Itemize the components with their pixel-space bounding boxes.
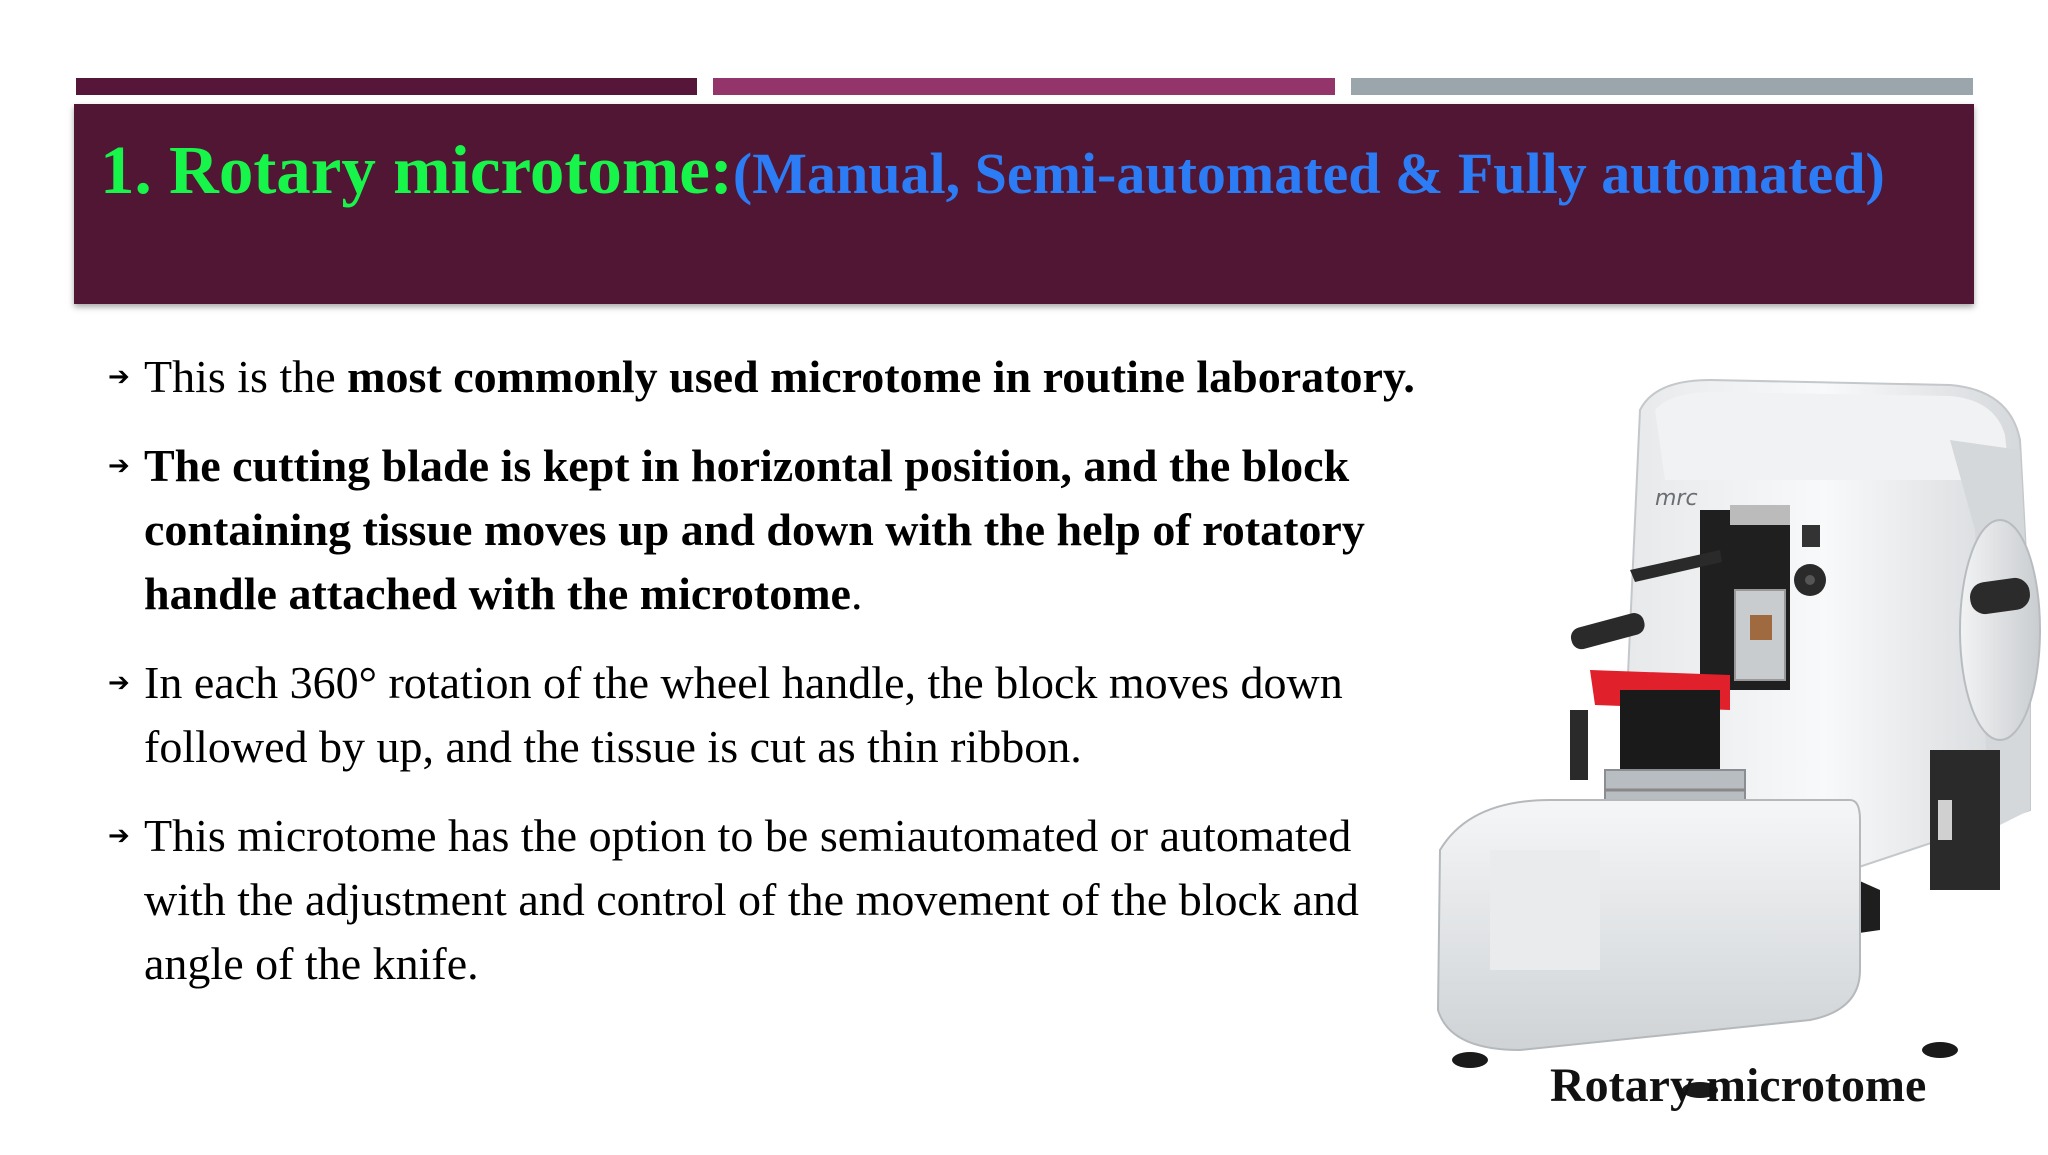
- arrow-bullet-icon: ➔: [108, 451, 130, 481]
- bullet-item: [108, 651, 1428, 779]
- bullet-list: [108, 345, 1428, 996]
- microtome-photo: [1430, 330, 2048, 1150]
- accent-bar-1: [76, 78, 697, 95]
- slide-title: [100, 130, 1948, 229]
- title-main: 1. Rotary microtome:: [100, 132, 733, 208]
- bullet-item: [108, 345, 1428, 409]
- bullet-text-bold: The cutting blade is kept in horizontal position, and the block containing tissue moves up and down with the help of rotatory handle attached with the microtome: [144, 440, 1365, 619]
- arrow-bullet-icon: ➔: [108, 362, 130, 392]
- bullet-text: .: [850, 568, 863, 619]
- arrow-bullet-icon: ➔: [108, 821, 130, 851]
- bullet-text: This microtome has the option to be semiautomated or automated with the adjustment and control of the movement of the block and angle of the knife.: [144, 810, 1359, 989]
- brand-label: mrc: [1655, 486, 1698, 511]
- arrow-bullet-icon: ➔: [108, 668, 130, 698]
- accent-bar-2: [713, 78, 1335, 95]
- bullet-text: In each 360° rotation of the wheel handle, the block moves down followed by up, and the tissue is cut as thin ribbon.: [144, 657, 1343, 772]
- slide-title-box: [74, 104, 1974, 304]
- bullet-text-bold: most commonly used microtome in routine laboratory.: [347, 351, 1415, 402]
- bullet-text: This is the: [144, 351, 348, 402]
- bullet-item: [108, 804, 1428, 996]
- bullet-item: [108, 434, 1428, 626]
- title-subtitle: (Manual, Semi-automated & Fully automated): [732, 141, 1885, 206]
- figure-caption: Rotary microtome: [1550, 1059, 1927, 1112]
- accent-bar-3: [1351, 78, 1973, 95]
